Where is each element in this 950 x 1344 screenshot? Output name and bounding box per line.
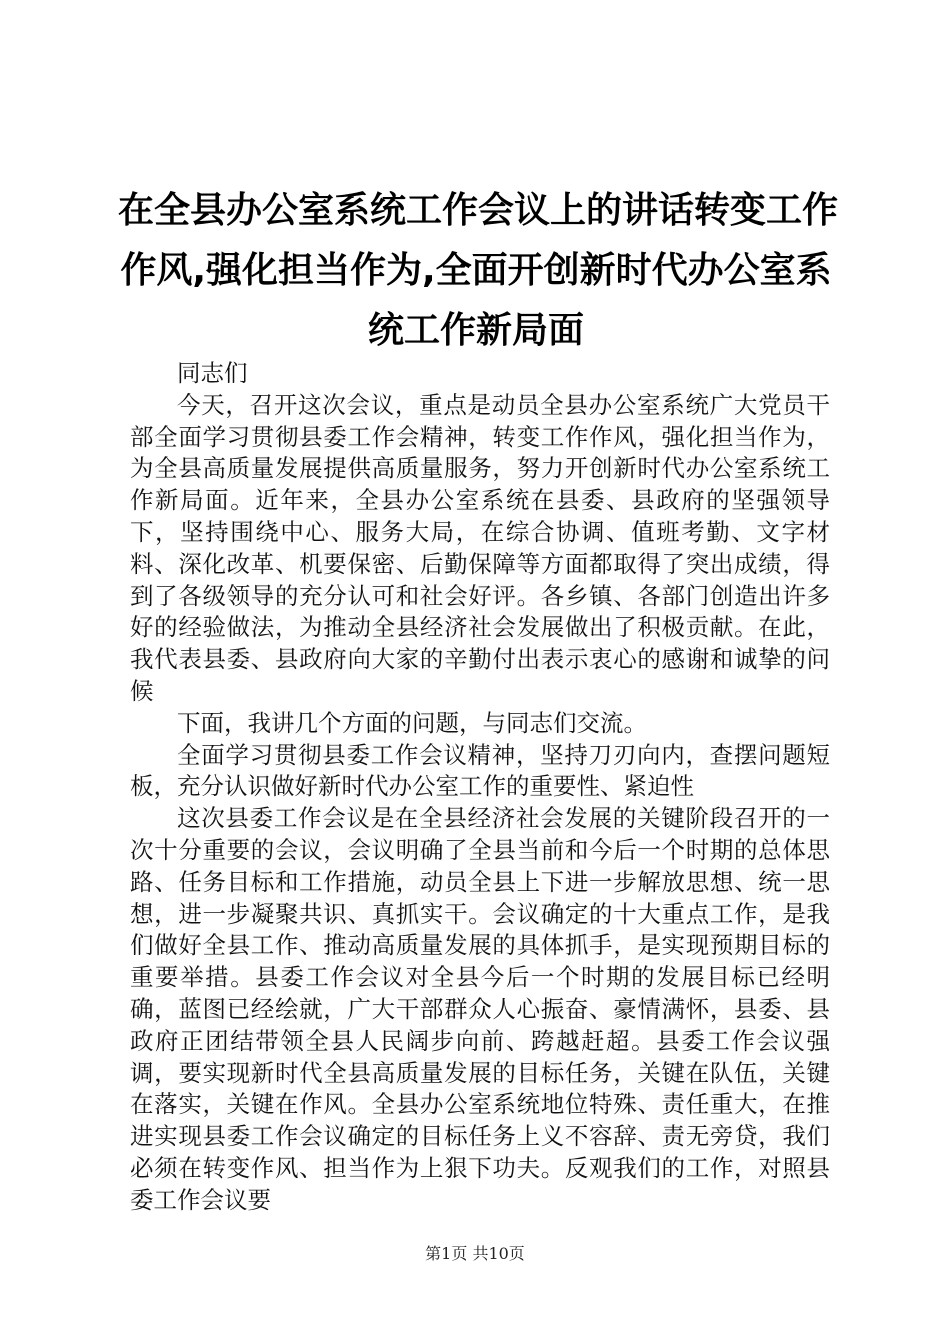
body-paragraph: 这次县委工作会议是在全县经济社会发展的关键阶段召开的一次十分重要的会议，会议明确了全县当前和今后一个时期的总体思路、任务目标和工作措施，动员全县上下进一步解放思想、统一思想，进一步凝聚共识、真抓实干。会议确定的十大重点工作，是我们做好全县工作、推动高质量发展的具体抓手，是实现预期目标的重要举措。县委工作会议对全县今后一个时期的发展目标已经明确，蓝图已经绘就，广大干部群众人心振奋、豪情满怀，县委、县政府正团结带领全县人民阔步向前、跨越赶超。县委工作会议强调，要实现新时代全县高质量发展的目标任务，关键在队伍，关键在落实，关键在作风。全县办公室系统地位特殊、责任重大，在推进实现县委工作会议确定的目标任务上义不容辞、责无旁贷，我们必须在转变作风、担当作为上狠下功夫。反观我们的工作，对照县委工作会议要 bbox=[130, 804, 830, 1214]
body-paragraph: 下面，我讲几个方面的问题，与同志们交流。 bbox=[177, 708, 647, 737]
page-number-footer: 第1页 共10页 bbox=[425, 1244, 525, 1263]
salutation: 同志们 bbox=[177, 359, 248, 387]
section-heading-paragraph: 全面学习贯彻县委工作会议精神，坚持刀刃向内，查摆问题短板，充分认识做好新时代办公室工作的重要性、紧迫性 bbox=[130, 740, 830, 801]
body-paragraph: 今天，召开这次会议，重点是动员全县办公室系统广大党员干部全面学习贯彻县委工作会精神，转变工作作风，强化担当作为，为全县高质量发展提供高质量服务，努力开创新时代办公室系统工作新局面。近年来，全县办公室系统在县委、县政府的坚强领导下，坚持围绕中心、服务大局，在综合协调、值班考勤、文字材料、深化改革、机要保密、后勤保障等方面都取得了突出成绩，得到了各级领导的充分认可和社会好评。各乡镇、各部门创造出许多好的经验做法，为推动全县经济社会发展做出了积极贡献。在此，我代表县委、县政府向大家的辛勤付出表示衷心的感谢和诚挚的问候 bbox=[130, 390, 830, 705]
title-line: 统工作新局面 bbox=[367, 310, 584, 351]
document-title bbox=[118, 181, 839, 361]
title-line: 作风,强化担当作为,全面开创新时代办公室系 bbox=[120, 250, 832, 291]
document-body bbox=[130, 358, 830, 1217]
title-line: 在全县办公室系统工作会议上的讲话转变工作 bbox=[118, 190, 839, 231]
